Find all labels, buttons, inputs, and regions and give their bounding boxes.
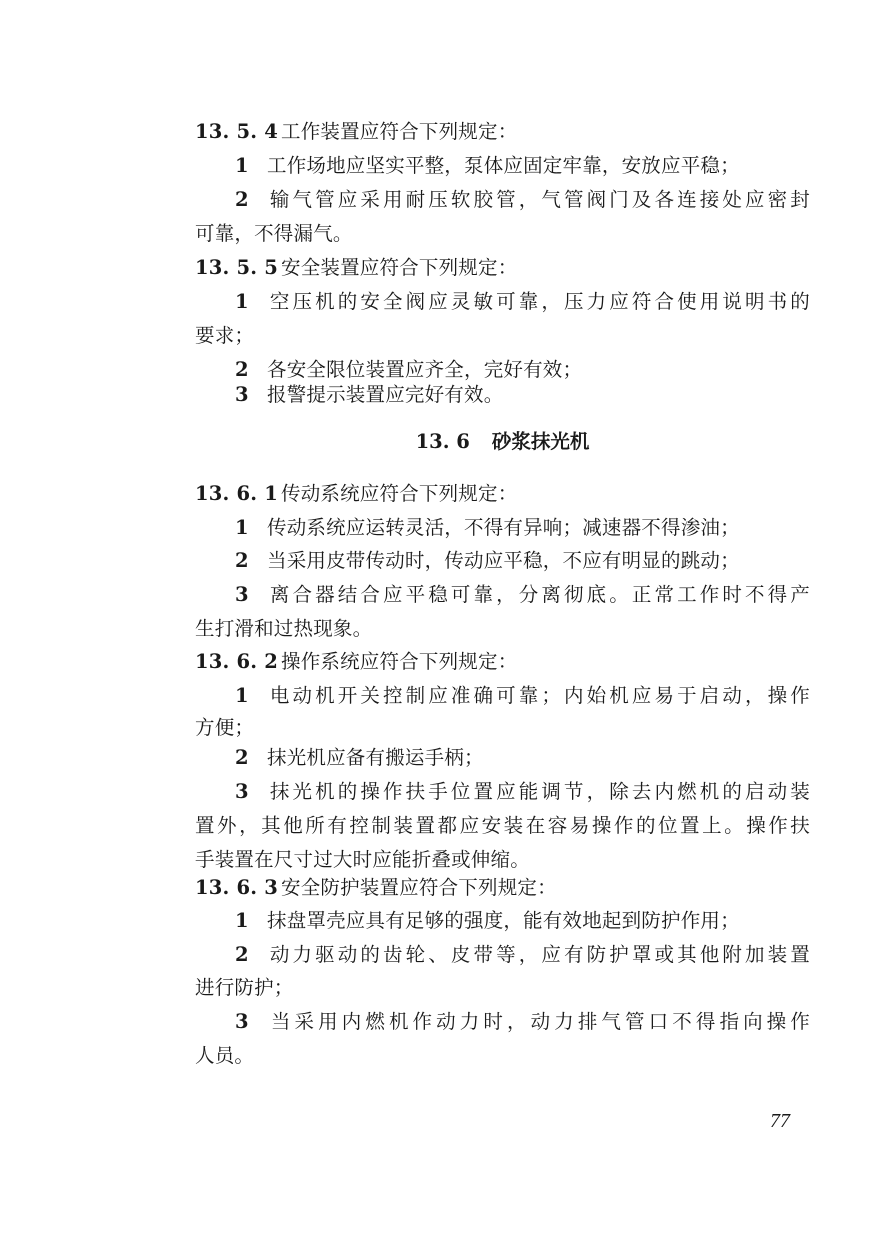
clause-13-6-1-title [195,477,810,511]
item-text: 离合器结合应平稳可靠，分离彻底。正常工作时不得产 [267,583,810,606]
item-text-continued: 手装置在尺寸过大时应能折叠或伸缩。 [195,848,530,871]
clause-13-5-4-item-1 [235,149,810,183]
clause-13-6-1-item-2 [235,544,810,578]
item-number: 1 [235,909,249,932]
clause-number: 13. 6. 3 [195,876,279,899]
clause-13-6-3-item-3 [235,1005,810,1039]
item-number: 2 [235,188,249,211]
clause-title: 工作装置应符合下列规定： [281,120,518,143]
clause-13-5-4-title [195,115,810,149]
clause-13-5-5-title [195,251,810,285]
item-text-continued: 可靠，不得漏气。 [195,222,353,245]
item-text-continued: 进行防护； [195,976,294,999]
clause-number: 13. 5. 5 [195,256,279,279]
clause-title: 安全装置应符合下列规定： [281,256,518,279]
item-text: 传动系统应运转灵活，不得有异响；减速器不得渗油； [267,516,740,539]
clause-title: 操作系统应符合下列规定： [281,650,518,673]
clause-title: 安全防护装置应符合下列规定： [281,876,557,899]
page-number: 77 [770,1110,790,1132]
item-text-continued: 要求； [195,324,255,347]
item-number: 3 [235,583,249,606]
clause-13-6-1-item-1 [235,511,810,545]
item-text: 工作场地应坚实平整，泵体应固定牢靠，安放应平稳； [267,154,740,177]
clause-13-6-3-item-3-cont [195,1039,810,1073]
section-heading-13-6 [195,425,810,459]
item-number: 3 [235,780,249,803]
section-number: 13. 6 [415,430,470,453]
clause-13-6-2-item-2 [235,741,810,775]
item-number: 1 [235,516,249,539]
item-number: 3 [235,383,249,406]
clause-13-6-2-title [195,645,810,679]
item-text: 抹光机的操作扶手位置应能调节，除去内燃机的启动装 [267,780,810,803]
clause-13-5-5-item-1-cont [195,319,810,353]
clause-number: 13. 6. 1 [195,482,279,505]
clause-13-5-4-item-2-cont [195,217,810,251]
item-text: 动力驱动的齿轮、皮带等，应有防护罩或其他附加装置 [267,943,810,966]
item-number: 2 [235,358,249,381]
item-text: 抹光机应备有搬运手柄； [267,746,484,769]
clause-13-6-2-item-3-cont-1 [195,809,810,843]
item-text: 各安全限位装置应齐全，完好有效； [267,358,583,381]
item-text: 空压机的安全阀应灵敏可靠，压力应符合使用说明书的 [267,290,810,313]
item-number: 2 [235,549,249,572]
item-text-continued: 置外，其他所有控制装置都应安装在容易操作的位置上。操作扶 [195,814,810,837]
item-text: 抹盘罩壳应具有足够的强度，能有效地起到防护作用； [267,909,740,932]
clause-13-6-2-item-1-cont [195,711,810,745]
item-text: 报警提示装置应完好有效。 [267,383,504,406]
item-number: 2 [235,746,249,769]
item-text-continued: 人员。 [195,1044,255,1067]
clause-13-6-2-item-3 [235,775,810,809]
clause-number: 13. 6. 2 [195,650,279,673]
item-text: 当采用皮带传动时，传动应平稳，不应有明显的跳动； [267,549,740,572]
item-text-continued: 方便； [195,716,255,739]
clause-13-6-3-item-2 [235,938,810,972]
clause-13-5-4-item-2 [235,183,810,217]
clause-13-6-2-item-1 [235,679,810,713]
item-number: 2 [235,943,249,966]
clause-13-6-1-item-3-cont [195,612,810,646]
clause-13-6-3-title [195,871,810,905]
clause-13-6-3-item-1 [235,904,810,938]
item-text: 电动机开关控制应准确可靠；内始机应易于启动，操作 [267,684,810,707]
item-text: 输气管应采用耐压软胶管，气管阀门及各连接处应密封 [267,188,810,211]
clause-title: 传动系统应符合下列规定： [281,482,518,505]
clause-13-5-5-item-1 [235,285,810,319]
item-number: 1 [235,290,249,313]
clause-13-5-5-item-3 [235,378,810,412]
clause-13-6-3-item-2-cont [195,971,810,1005]
clause-13-6-1-item-3 [235,578,810,612]
item-number: 1 [235,154,249,177]
item-text-continued: 生打滑和过热现象。 [195,617,373,640]
item-number: 1 [235,684,249,707]
item-number: 3 [235,1010,249,1033]
item-text: 当采用内燃机作动力时，动力排气管口不得指向操作 [267,1010,810,1033]
clause-number: 13. 5. 4 [195,120,279,143]
section-title: 砂浆抹光机 [491,430,590,453]
